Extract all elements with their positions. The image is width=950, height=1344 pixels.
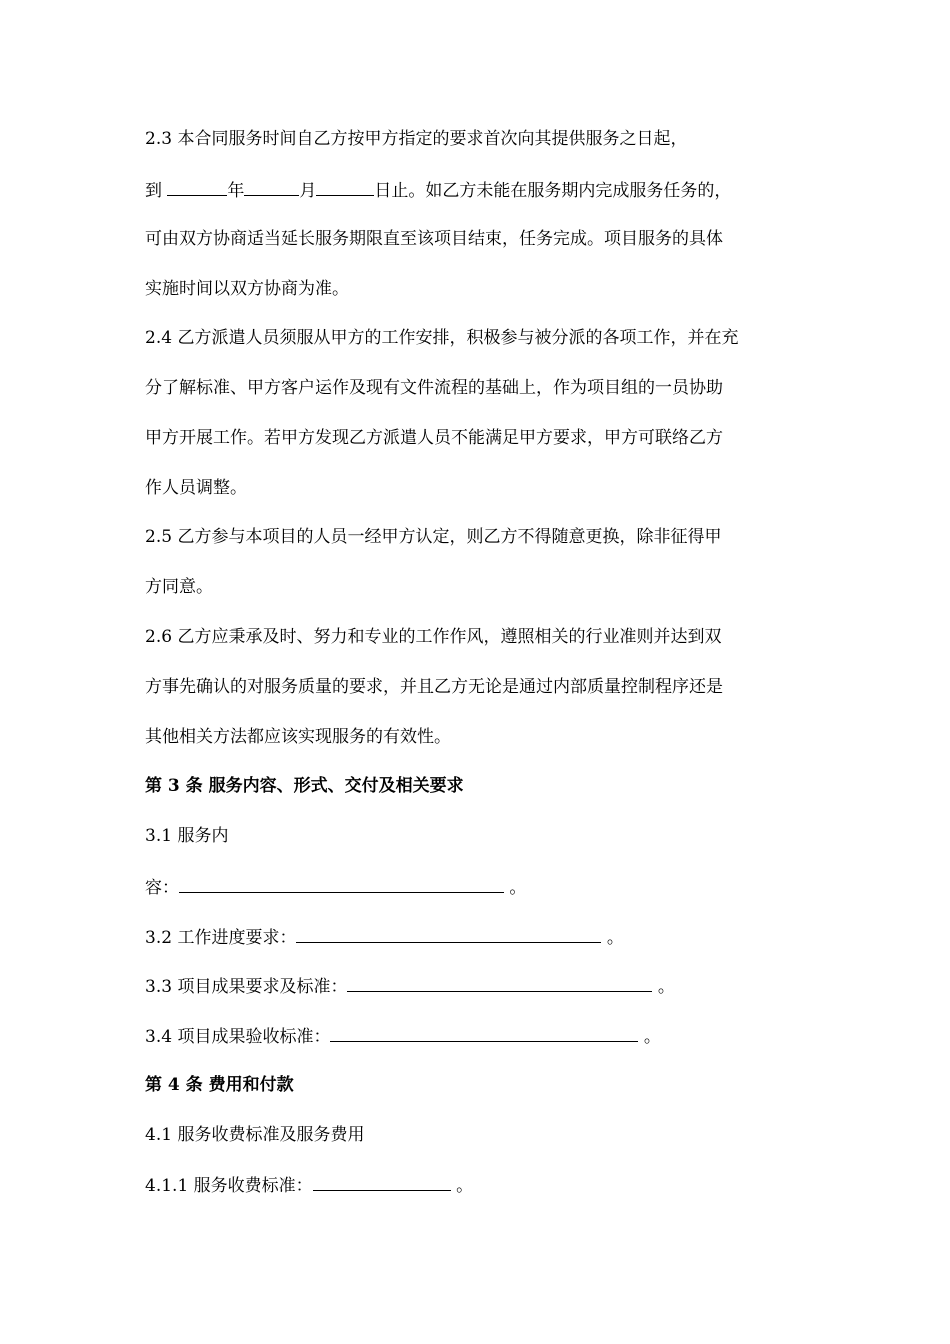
- clause-2-3-line-4: 实施时间以双方协商为准。: [145, 279, 349, 299]
- item-3-1-line-1: 3.1 服务内: [145, 826, 229, 846]
- item-3-3-label: 3.3 项目成果要求及标准：: [145, 977, 348, 997]
- clause-2-3-line-1: 2.3 本合同服务时间自乙方按甲方指定的要求首次向其提供服务之日起，: [145, 129, 688, 149]
- clause-2-3-line-3: 可由双方协商适当延长服务期限直至该项目结束，任务完成。项目服务的具体: [145, 229, 723, 249]
- clause-2-6-line-2: 方事先确认的对服务质量的要求，并且乙方无论是通过内部质量控制程序还是: [145, 677, 723, 697]
- item-4-1-1: [145, 1172, 473, 1198]
- item-3-4-period: 。: [638, 1027, 661, 1047]
- item-3-1-line-2: [145, 874, 526, 900]
- month-blank[interactable]: [244, 177, 299, 196]
- item-3-2: [145, 924, 624, 950]
- fee-standard-blank[interactable]: [313, 1172, 451, 1191]
- year-blank[interactable]: [167, 177, 227, 196]
- clause-2-5-line-2: 方同意。: [145, 577, 213, 597]
- clause-2-4-line-2: 分了解标准、甲方客户运作及现有文件流程的基础上，作为项目组的一员协助: [145, 378, 723, 398]
- progress-requirement-blank[interactable]: [296, 924, 601, 943]
- acceptance-standard-blank[interactable]: [330, 1023, 638, 1042]
- clause-2-3-line-2: [145, 177, 731, 203]
- clause-2-5-line-1: 2.5 乙方参与本项目的人员一经甲方认定，则乙方不得随意更换，除非征得甲: [145, 527, 722, 547]
- item-3-2-period: 。: [601, 928, 624, 948]
- clause-2-4-line-3: 甲方开展工作。若甲方发现乙方派遣人员不能满足甲方要求，甲方可联络乙方: [145, 428, 723, 448]
- item-3-4: [145, 1023, 661, 1049]
- item-3-1-label: 容：: [145, 878, 179, 898]
- item-4-1-1-period: 。: [450, 1176, 474, 1196]
- item-4-1: 4.1 服务收费标准及服务费用: [145, 1125, 365, 1145]
- day-blank[interactable]: [316, 177, 374, 196]
- item-3-3-period: 。: [652, 977, 675, 997]
- clause-2-4-line-4: 作人员调整。: [145, 478, 247, 498]
- month-label: 月: [299, 181, 317, 201]
- item-3-2-label: 3.2 工作进度要求：: [145, 928, 297, 948]
- item-4-1-1-label: 4.1.1 服务收费标准：: [145, 1176, 313, 1196]
- clause-2-6-line-1: 2.6 乙方应秉承及时、努力和专业的工作作风，遵照相关的行业准则并达到双: [145, 627, 722, 647]
- item-3-4-label: 3.4 项目成果验收标准：: [145, 1027, 331, 1047]
- article-3-heading: 第 3 条 服务内容、形式、交付及相关要求: [145, 776, 464, 796]
- date-rest: 日止。如乙方未能在服务期内完成服务任务的，: [374, 181, 732, 201]
- result-standard-blank[interactable]: [347, 973, 652, 992]
- service-content-blank[interactable]: [179, 874, 504, 893]
- date-prefix: 到: [145, 181, 168, 201]
- item-3-1-period: 。: [504, 878, 527, 898]
- year-label: 年: [227, 181, 245, 201]
- article-4-heading: 第 4 条 费用和付款: [145, 1075, 294, 1095]
- clause-2-6-line-3: 其他相关方法都应该实现服务的有效性。: [145, 727, 451, 747]
- clause-2-4-line-1: 2.4 乙方派遣人员须服从甲方的工作安排，积极参与被分派的各项工作，并在充: [145, 328, 739, 348]
- item-3-3: [145, 973, 675, 999]
